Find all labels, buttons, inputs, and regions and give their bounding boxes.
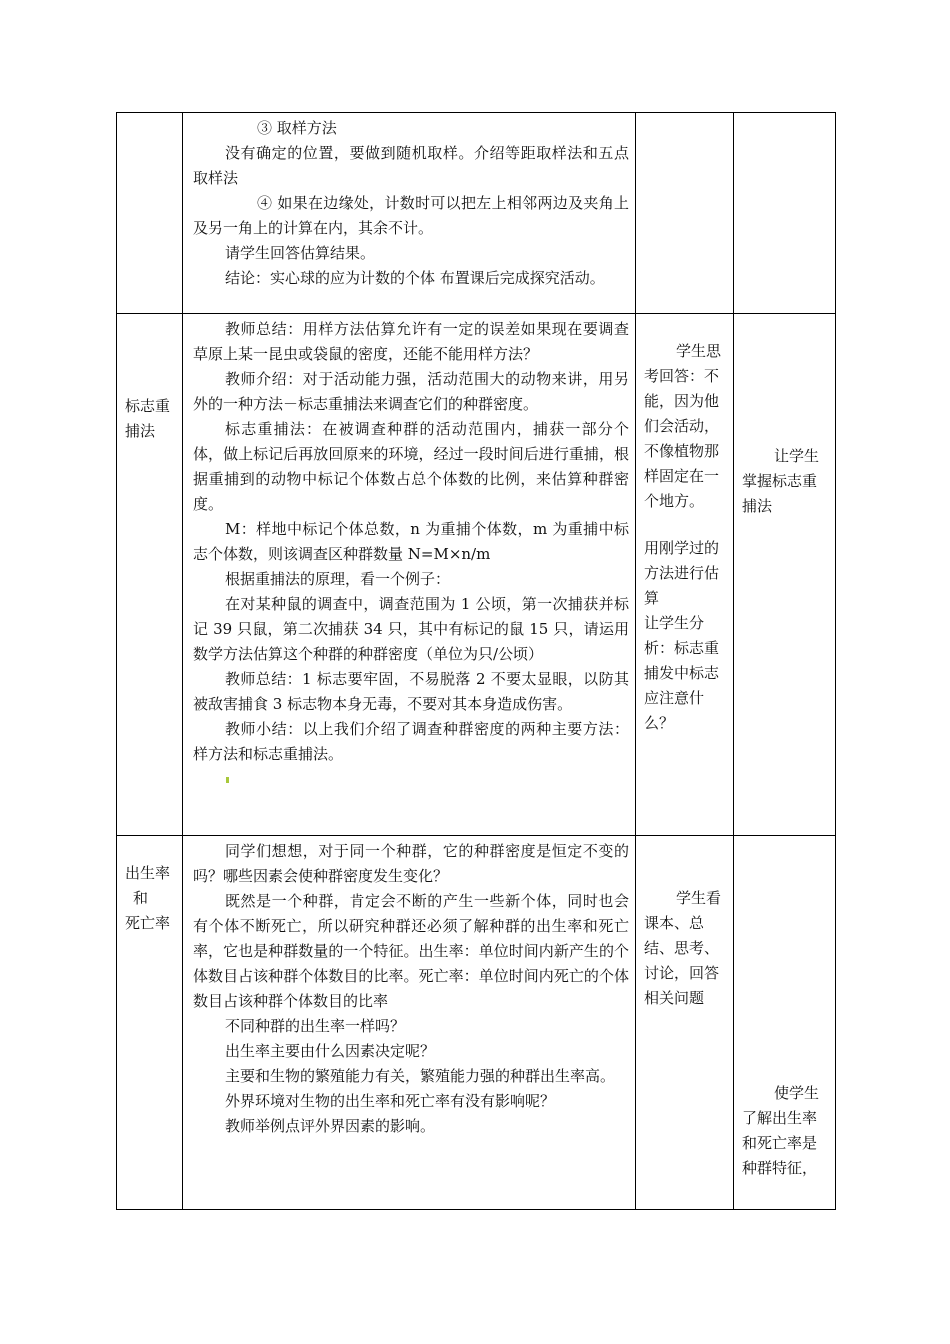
paragraph: 教师小结：以上我们介绍了调查种群密度的两种主要方法：样方法和标志重捕法。 [193,720,629,763]
design-intent-cell [734,314,836,836]
teacher-activity-cell [183,836,636,1210]
table-row-mark-recapture [117,314,836,836]
topic-cell [117,113,183,314]
paragraph: 标志重捕法：在被调查种群的活动范围内，捕获一部分个体，做上标记后再放回原来的环境，经过一段时间后进行重捕，根据重捕到的动物中标记个体数占总个体数的比例，来估算种群密度。 [193,420,629,513]
table-row-sampling [117,113,836,314]
paragraph: 请学生回答估算结果。 [225,244,376,262]
student-activity-cell [636,836,734,1210]
design-intent-text: 让学生掌握标志重捕法 [742,447,820,515]
paragraph: 主要和生物的繁殖能力有关，繁殖能力强的种群出生率高。 [225,1067,616,1085]
paragraph: 教师总结：1 标志要牢固，不易脱落 2 不要太显眼，以防其被敌害捕食 3 标志物本身无毒，不要对其本身造成伤害。 [193,670,629,713]
design-intent-cell [734,113,836,314]
student-discussion: 让学生分析：标志重捕发中标志应注意什么？ [644,614,720,732]
paragraph: 根据重捕法的原理，看一个例子： [225,570,451,588]
paragraph: 不同种群的出生率一样吗？ [225,1017,406,1035]
student-task: 用刚学过的方法进行估算 [644,539,720,607]
paragraph: 结论：实心球的应为计数的个体 布置课后完成探究活动。 [225,269,605,287]
topic-label-line: 死亡率 [125,914,171,932]
paragraph: ③ 取样方法 [257,119,337,137]
topic-label: 标志重捕法 [125,397,171,440]
topic-cell [117,836,183,1210]
paragraph: ④ 如果在边缘处，计数时可以把左上相邻两边及夹角上及另一角上的计算在内，其余不计。 [193,194,629,237]
paragraph: 出生率主要由什么因素决定呢？ [225,1042,436,1060]
paragraph: 教师介绍：对于活动能力强，活动范围大的动物来讲，用另外的一种方法－标志重捕法来调查它们的种群密度。 [193,370,629,413]
design-intent-text: 使学生了解出生率和死亡率是种群特征， [742,1084,820,1177]
topic-label-line: 和 [133,889,149,907]
student-activity-text: 学生看课本、总结、思考、讨论，回答相关问题 [644,889,722,1007]
student-activity-cell [636,113,734,314]
paragraph: 没有确定的位置，要做到随机取样。介绍等距取样法和五点取样法 [193,144,629,187]
paragraph: 同学们想想，对于同一个种群，它的种群密度是恒定不变的吗？哪些因素会使种群密度发生变化？ [193,842,629,885]
paragraph: M：样地中标记个体总数，n 为重捕个体数，m 为重捕中标志个体数，则该调查区种群数量 N=M×n/m [193,520,629,563]
lesson-plan-table [116,112,836,1210]
student-activity-cell [636,314,734,836]
decoration-mark [193,767,629,792]
design-intent-cell [734,836,836,1210]
topic-cell [117,314,183,836]
paragraph: 教师总结：用样方法估算允许有一定的误差如果现在要调查草原上某一昆虫或袋鼠的密度，还能不能用样方法？ [193,320,629,363]
paragraph: 教师举例点评外界因素的影响。 [225,1117,436,1135]
teacher-activity-cell [183,314,636,836]
paragraph: 外界环境对生物的出生率和死亡率有没有影响呢？ [225,1092,556,1110]
topic-label-line: 出生率 [125,864,171,882]
table-row-birth-death-rate [117,836,836,1210]
paragraph: 在对某种鼠的调查中，调查范围为 1 公顷，第一次捕获并标记 39 只鼠，第二次捕获 34 只，其中有标记的鼠 15 只，请运用数学方法估算这个种群的种群密度（单位为只/公顷） [193,595,629,663]
teacher-activity-cell [183,113,636,314]
student-answer: 学生思考回答：不能，因为他们会活动，不像植物那样固定在一个地方。 [644,342,722,510]
paragraph: 既然是一个种群，肯定会不断的产生一些新个体，同时也会有个体不断死亡，所以研究种群还必须了解种群的出生率和死亡率，它也是种群数量的一个特征。出生率：单位时间内新产生的个体数目占该种群个体数目的比率。死亡率：单位时间内死亡的个体数目占该种群个体数目的比率 [193,892,629,1010]
